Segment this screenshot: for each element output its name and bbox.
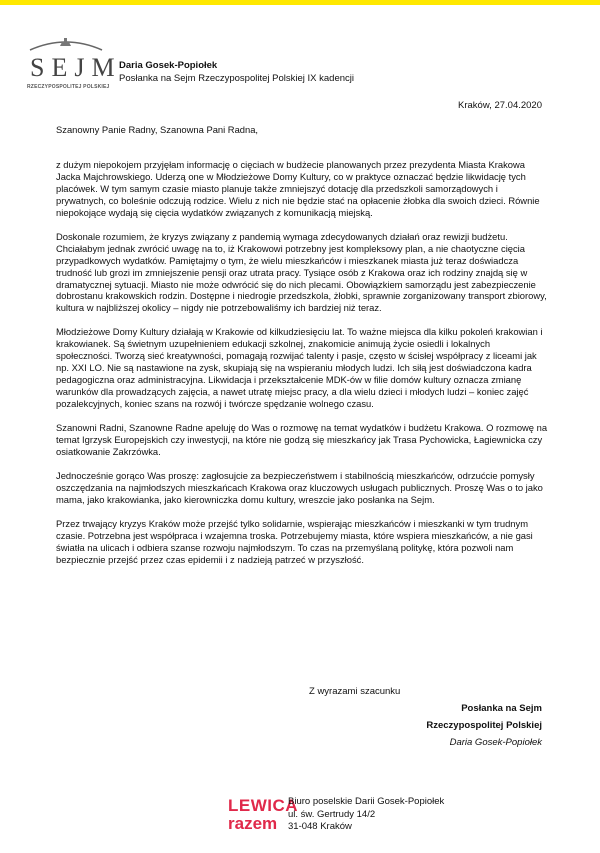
office-line-2: ul. św. Gertrudy 14/2: [288, 808, 376, 820]
letter-date: Kraków, 27.04.2020: [458, 100, 542, 111]
paragraph-6: Przez trwający kryzys Kraków może przejść tylko solidarnie, wspierając mieszkańców i mieszkanki w tym trudnym czasie. Potrzebna jest współpraca i wzajemna troska. Potrzebujemy miasta, które wspiera mieszkańców, a nie gasi światła na ulicach i odbiera szanse rozwoju najmłodszym. To czas na przemyślaną politykę, która pozwoli nam bezpiecznie przejść przez czas epidemii i z nadzieją patrzeć w przyszłość.: [56, 517, 533, 565]
sender-title: Posłanka na Sejm Rzeczypospolitej Polskiej IX kadencji: [119, 73, 354, 84]
office-line-3: 31-048 Kraków: [288, 821, 352, 832]
sejm-logo-text: SEJM: [30, 53, 122, 82]
signature-line-2: Rzeczypospolitej Polskiej: [426, 720, 542, 731]
paragraph-1: z dużym niepokojem przyjęłam informację o cięciach w budżecie planowanych przez prezydenta Miasta Krakowa Jacka Majchrowskiego. Uderzą one w Młodzieżowe Domy Kultury, co w praktyce oznaczać będzie likwidację tych placówek. W tym samym czasie miasto planuje także zmniejszyć dotację dla przedszkoli samorządowych i prywatnych, co boleśnie odczują rodzice. Wielu z nich nie będzie stać na opłacenie żłobka dla swoich dzieci. Równie niepokojące wydają się cięcia wydatków związanych z komunikacją miejską.: [56, 158, 540, 218]
signature-line-1: Posłanka na Sejm: [461, 703, 542, 714]
lewica-logo-line2: razem: [228, 814, 278, 833]
paragraph-5: Jednocześnie gorąco Was proszę: zagłosujcie za bezpieczeństwem i stabilnością mieszkańców, odrzućcie pomysły oszczędzania na najmłodszych mieszkańcach Krakowa oraz kluczowych usługach publicznych. Proszę Was o to jako mama, jako krakowianka, jako kierowniczka domu kultury, wreszcie jako posłanka na Sejm.: [56, 469, 543, 505]
top-accent-bar: [0, 0, 600, 5]
sender-block: [119, 59, 354, 85]
paragraph-4: Szanowni Radni, Szanowne Radne apeluję do Was o rozmowę na temat wydatków i budżetu Krakowa. O rozmowę na temat Igrzysk Europejskich czy inwestycji, na które nie godzą się mieszkańcy jak Trasa Pychowicka, Łagiewnicka czy osiatkowanie Zakrzówka.: [56, 422, 548, 457]
sender-name: Daria Gosek-Popiołek: [119, 60, 218, 71]
lewica-logo-line1: LEWICA: [228, 796, 299, 815]
office-line-1: Biuro poselskie Darii Gosek-Popiołek: [288, 796, 445, 807]
paragraph-2: Doskonale rozumiem, że kryzys związany z pandemią wymaga zdecydowanych działań oraz rewizji budżetu. Chciałabym jednak zwrócić uwagę na to, iż Krakowowi potrzebny jest kompleksowy plan, a nie chaotyczne cięcia przypadkowych wydatków. Pamiętajmy o tym, że wielu mieszkańców i mieszkanek miasta już teraz doświadcza trudność lub grozi im zmniejszenie pensji oraz utrata pracy. Tysiące osób z Krakowa oraz ich rodziny znajdą się w dramatycznej sytuacji. Miasto nie może odwrócić się do nich plecami. Obowiązkiem samorządu jest zabezpieczenie dobrostanu krakowskich rodzin. Dostępne i niedrogie przedszkola, żłobki, sprawnie zorganizowany transport zbiorowy, kultura w najbliższej okolicy – nigdy nie potrzebowaliśmy ich bardziej niż teraz.: [56, 230, 547, 314]
signature-name: Daria Gosek-Popiołek: [449, 737, 542, 748]
office-address: [288, 796, 444, 834]
closing-phrase: Z wyrazami szacunku: [309, 686, 401, 697]
letter-body: [56, 124, 548, 578]
salutation: Szanowny Panie Radny, Szanowna Pani Radna,: [56, 124, 259, 135]
paragraph-3: Młodzieżowe Domy Kultury działają w Krakowie od kilkudziesięciu lat. To ważne miejsca dla kilku pokoleń krakowian i krakowianek. Są świetnym uzupełnieniem edukacji szkolnej, znakomicie animują życie osiedli i lokalnych społeczności. Tworzą sieć kreatywności, pomagają rozwijać talenty i pasje, często w ścisłej współpracy z liceami jak np. XXI LO. Nie są nastawione na zysk, skupiają się na wspieraniu młodych ludzi. Ich siłą jest doświadczona kadra pedagogiczna oraz administracyjna. Likwidacja i przekształcenie MDK-ów w filie domów kultury oznacza zmianę warunków dla prowadzących zajęcia, a nawet utratę miejsc pracy, a dla wielu dzieci i młodych ludzi – koniec zajęć pozalekcyjnych, koniec szans na rozwój i twórcze spędzanie wolnego czasu.: [56, 326, 543, 410]
sejm-logo-subtext: RZECZYPOSPOLITEJ POLSKIEJ: [27, 84, 110, 90]
